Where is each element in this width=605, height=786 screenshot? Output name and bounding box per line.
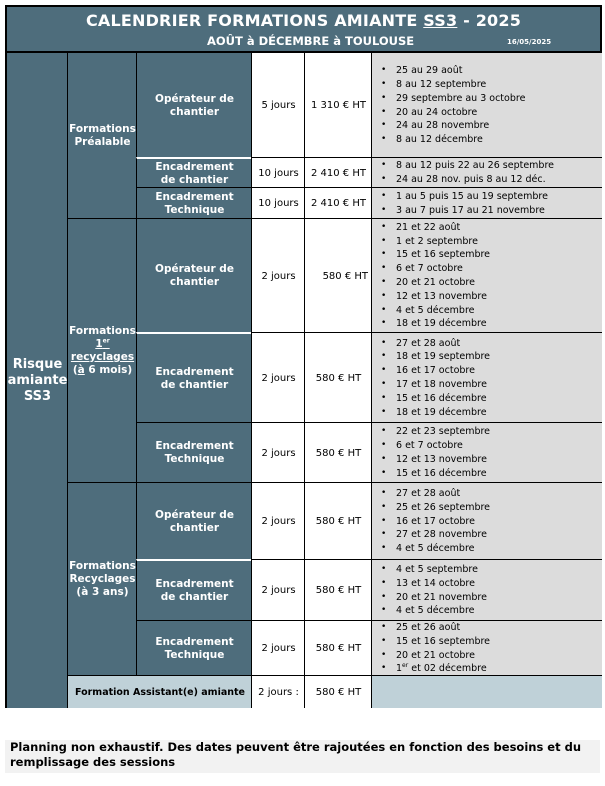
date-item: • 15 et 16 décembre [396, 467, 490, 481]
course-price: 580 € HT [304, 422, 372, 483]
date-item: • 25 et 26 septembre [396, 501, 490, 515]
date-item: • 8 au 12 puis 22 au 26 septembre [396, 159, 554, 173]
category-cell: Risque amiante SS3 [7, 53, 68, 708]
date-item: • 16 et 17 octobre [396, 515, 490, 529]
page-title: CALENDRIER FORMATIONS AMIANTE SS3 - 2025 [85, 11, 522, 30]
date-item: • 24 au 28 nov. puis 8 au 12 déc. [396, 173, 554, 187]
date-item: • 4 et 5 décembre [396, 604, 487, 618]
group-1er-recyclage: Formations 1er recyclages (à 6 mois) [67, 218, 137, 483]
course-name: Encadrement Technique [136, 422, 252, 483]
date-item: • 15 et 16 décembre [396, 392, 490, 406]
course-name: Opérateur de chantier [136, 482, 252, 560]
date-item: • 1 et 2 septembre [396, 235, 490, 249]
dates-list [376, 64, 525, 147]
course-name: Encadrement Technique [136, 187, 252, 219]
date-item: • 6 et 7 octobre [396, 439, 490, 453]
dates-list [376, 159, 554, 187]
course-price: 2 410 € HT [304, 157, 372, 188]
date-item: • 8 au 12 septembre [396, 78, 525, 92]
date-item: • 25 au 29 août [396, 64, 525, 78]
date-item: • 6 et 7 octobre [396, 262, 490, 276]
date-item: • 13 et 14 octobre [396, 577, 487, 591]
date-item: • 18 et 19 décembre [396, 406, 490, 420]
dates-list [376, 621, 490, 676]
dates-list [376, 190, 548, 218]
course-dates [371, 559, 602, 621]
group-recyclage-3ans: Formations Recyclages (à 3 ans) [67, 482, 137, 676]
date-item: • 15 et 16 septembre [396, 248, 490, 262]
date-item: • 18 et 19 décembre [396, 317, 490, 331]
course-name: Encadrement de chantier [136, 559, 252, 621]
course-price: 1 310 € HT [304, 53, 372, 158]
date-item: • 4 et 5 décembre [396, 542, 490, 556]
date-item: • 1er et 02 décembre [396, 662, 490, 676]
date-item: • 8 au 12 décembre [396, 133, 525, 147]
group-prealable: Formations Préalable [67, 53, 137, 219]
course-dates [371, 187, 602, 219]
date-item: • 1 au 5 puis 15 au 19 septembre [396, 190, 548, 204]
training-table [5, 51, 602, 708]
date-item: • 17 et 18 novembre [396, 378, 490, 392]
course-name: Encadrement de chantier [136, 332, 252, 423]
date-item: • 18 et 19 septembre [396, 350, 490, 364]
date-item: • 24 au 28 novembre [396, 119, 525, 133]
course-price: 580 € HT [304, 620, 372, 676]
course-price: 580 € HT [304, 559, 372, 621]
course-dates [371, 157, 602, 188]
assistant-duration: 2 jours : [251, 675, 305, 708]
date-item: • 27 et 28 août [396, 337, 490, 351]
title-code: SS3 [423, 11, 458, 30]
course-dates [371, 620, 602, 676]
page-subtitle: AOÛT à DÉCEMBRE à TOULOUSE [207, 34, 415, 48]
course-price: 2 410 € HT [304, 187, 372, 219]
date-item: • 20 et 21 octobre [396, 276, 490, 290]
date-item: • 27 et 28 août [396, 487, 490, 501]
footer-note: Planning non exhaustif. Des dates peuvent être rajoutées en fonction des besoins et du remplissage des sessions [5, 740, 600, 773]
course-duration: 2 jours [251, 482, 305, 560]
dates-list [376, 337, 490, 420]
course-duration: 2 jours [251, 422, 305, 483]
course-duration: 2 jours [251, 559, 305, 621]
course-dates [371, 53, 602, 158]
assistant-name: Formation Assistant(e) amiante [67, 675, 252, 708]
assistant-price: 580 € HT [304, 675, 372, 708]
course-duration: 10 jours [251, 157, 305, 188]
date-item: • 21 et 22 août [396, 221, 490, 235]
dates-list [376, 563, 487, 618]
course-duration: 2 jours [251, 620, 305, 676]
course-duration: 5 jours [251, 53, 305, 158]
date-item: • 12 et 13 novembre [396, 290, 490, 304]
dates-list [376, 221, 490, 331]
date-item: • 16 et 17 octobre [396, 364, 490, 378]
course-dates [371, 218, 602, 333]
course-name: Encadrement de chantier [136, 157, 252, 188]
calendar-header [5, 5, 602, 52]
date-item: • 22 et 23 septembre [396, 425, 490, 439]
course-price: 580 € HT [304, 482, 372, 560]
course-price: 580 € HT [304, 332, 372, 423]
date-item: • 29 septembre au 3 octobre [396, 92, 525, 106]
date-item: • 20 et 21 novembre [396, 591, 487, 605]
date-item: • 4 et 5 septembre [396, 563, 487, 577]
course-duration: 10 jours [251, 187, 305, 219]
date-item: • 4 et 5 décembre [396, 304, 490, 318]
assistant-dates [371, 675, 602, 708]
course-duration: 2 jours [251, 218, 305, 333]
course-name: Encadrement Technique [136, 620, 252, 676]
course-name: Opérateur de chantier [136, 218, 252, 333]
date-item: • 20 au 24 octobre [396, 106, 525, 120]
date-item: • 20 et 21 octobre [396, 649, 490, 663]
course-name: Opérateur de chantier [136, 53, 252, 158]
dates-list [376, 425, 490, 480]
publication-date: 16/05/2025 [507, 38, 552, 46]
date-item: • 25 et 26 août [396, 621, 490, 635]
dates-list [376, 487, 490, 556]
course-dates [371, 422, 602, 483]
date-item: • 12 et 13 novembre [396, 453, 490, 467]
date-item: • 3 au 7 puis 17 au 21 novembre [396, 204, 548, 218]
course-price: 580 € HT [304, 218, 372, 333]
course-dates [371, 482, 602, 560]
date-item: • 15 et 16 septembre [396, 635, 490, 649]
course-duration: 2 jours [251, 332, 305, 423]
date-item: • 27 et 28 novembre [396, 528, 490, 542]
course-dates [371, 332, 602, 423]
